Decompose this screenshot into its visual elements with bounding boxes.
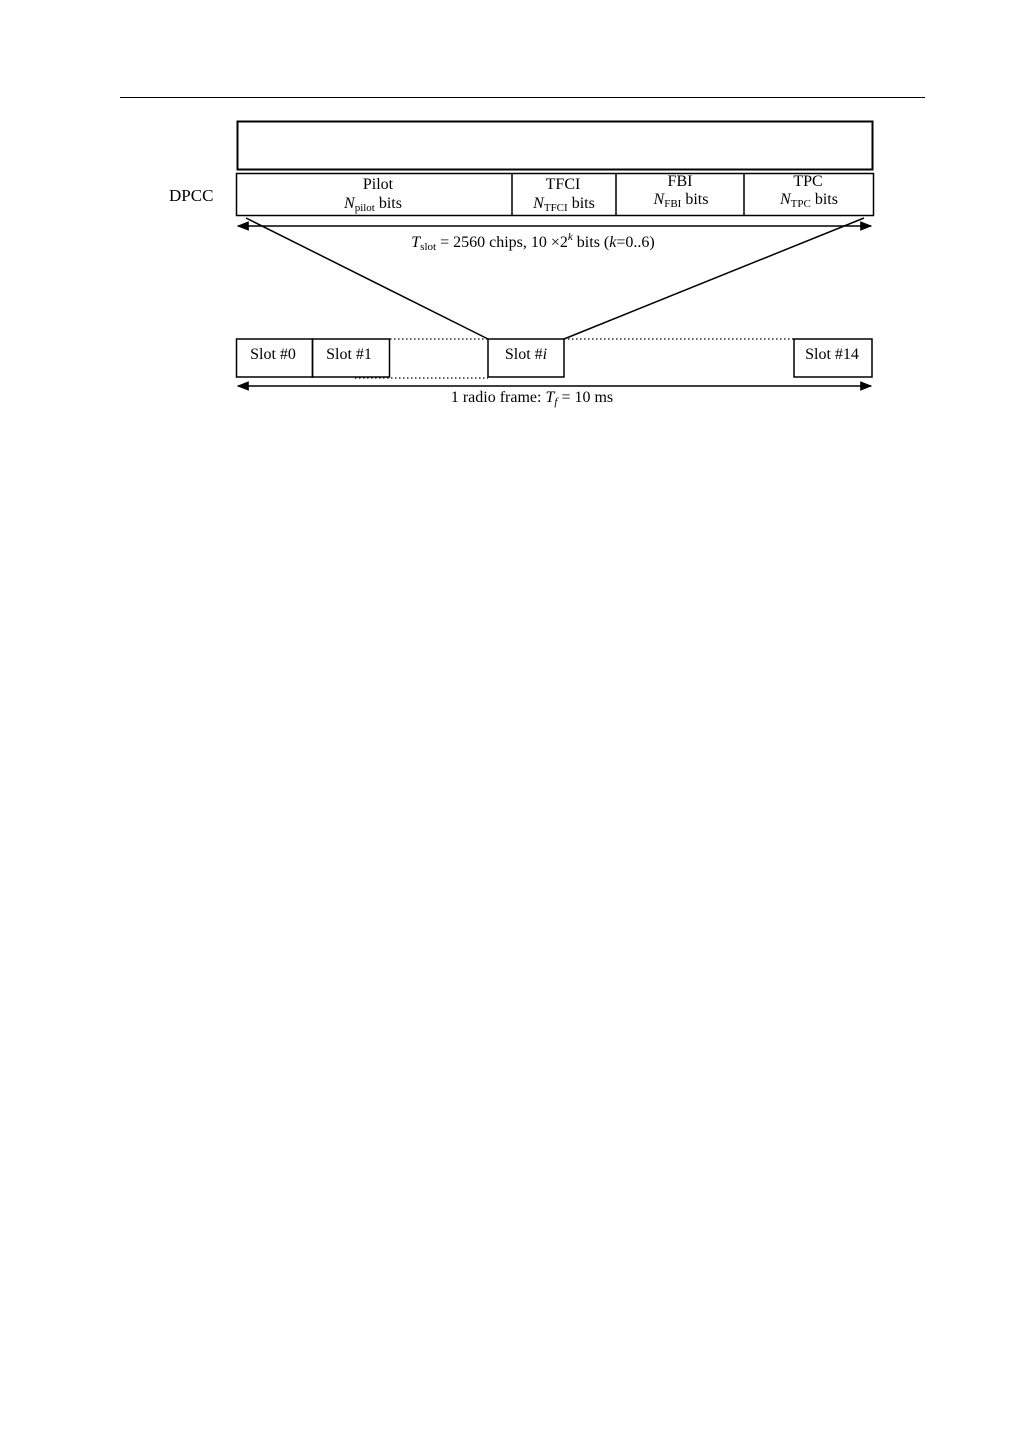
field-tpc-name: TPC bbox=[793, 173, 823, 190]
slot-0-label: Slot #0 bbox=[250, 346, 296, 363]
field-tpc-bits: NTPC bits bbox=[780, 191, 838, 210]
slot-length-label: Tslot = 2560 chips, $10 \times 2^k$ bits (k=0..6) bbox=[411, 231, 655, 253]
field-tfci-bits: NTFCI bits bbox=[533, 195, 595, 214]
field-fbi-name: FBI bbox=[667, 173, 693, 190]
top-channel-box bbox=[238, 122, 873, 170]
field-fbi-bits: NFBI bits bbox=[653, 191, 709, 210]
dpcc-label: DPCC bbox=[169, 186, 214, 205]
field-pilot-bits: Npilot bits bbox=[344, 195, 402, 214]
field-pilot-name: Pilot bbox=[362, 176, 394, 193]
frame-length-label: 1 radio frame: Tf = 10 ms bbox=[450, 389, 614, 408]
slot-1-label: Slot #1 bbox=[326, 346, 372, 363]
slot-i-label: Slot #i bbox=[504, 346, 548, 363]
slot-14-label: Slot #14 bbox=[805, 346, 859, 363]
field-tfci-name: TFCI bbox=[545, 176, 581, 193]
